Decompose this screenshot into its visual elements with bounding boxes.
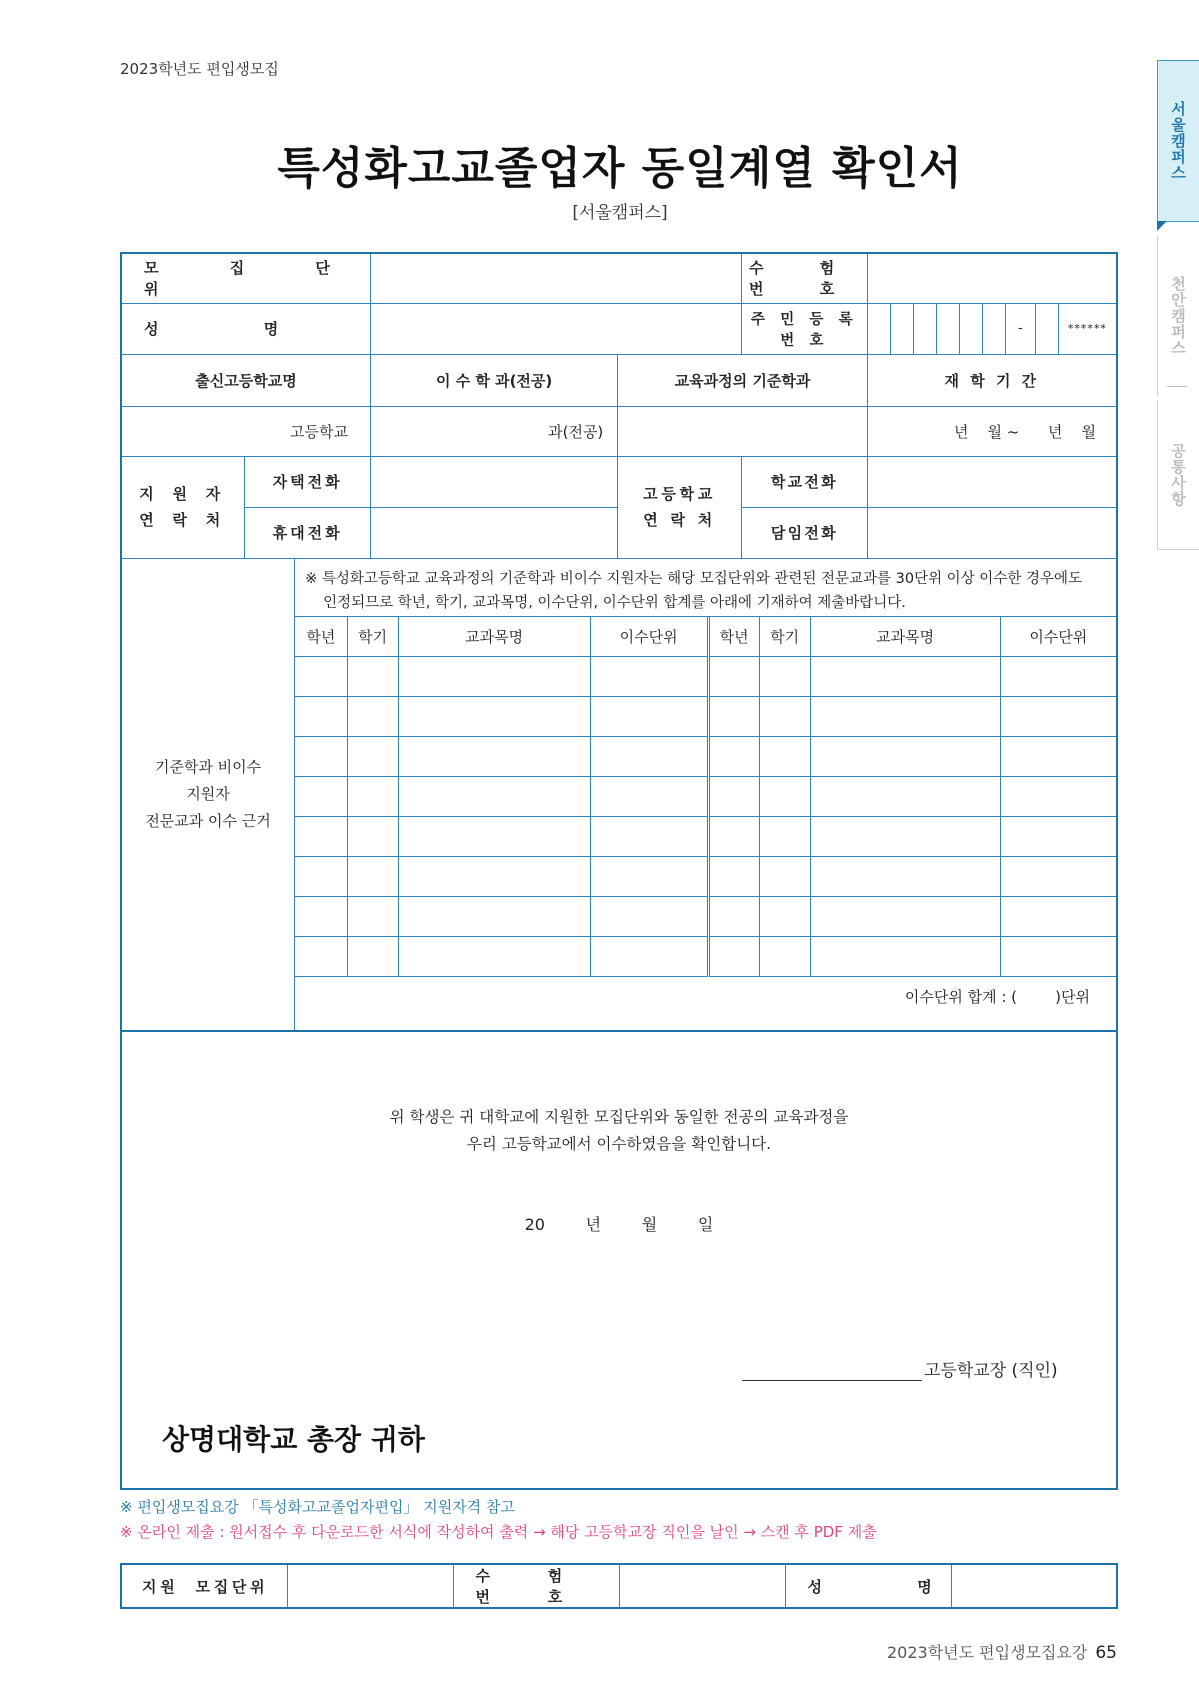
col-grade-2: 학년 [708, 617, 759, 657]
date-line[interactable]: 20 년 월 일 [524, 1215, 714, 1234]
receipt-unit-input[interactable] [287, 1564, 453, 1608]
school-phone-label: 학교전화 [741, 456, 867, 507]
mobile-input[interactable] [370, 507, 617, 558]
col-subject-2: 교과목명 [810, 617, 1000, 657]
exam-no-label: 수 험 번 호 [741, 253, 867, 303]
col-grade-1: 학년 [295, 617, 347, 657]
teacher-phone-input[interactable] [867, 507, 1117, 558]
col-subject-1: 교과목명 [398, 617, 590, 657]
unit-input[interactable] [370, 253, 741, 303]
confirmation-section [121, 1031, 1117, 1489]
rrn-boxes[interactable] [867, 303, 1117, 354]
basis-note: ※ 특성화고등학교 교육과정의 기준학과 비이수 지원자는 해당 모집단위와 관련된 전문교과를 30단위 이상 이수한 경우에도 인정되므로 학년, 학기, 교과목명, 이수단위, 이수단위 합계를 아래에 기재하여 제출바랍니다. [295, 559, 1116, 617]
rrn-label: 주 민 등 록 번 호 [741, 303, 867, 354]
rrn-dash: - [1006, 304, 1036, 354]
mobile-label: 휴대전화 [245, 507, 371, 558]
receipt-name-label: 성 명 [785, 1564, 951, 1608]
course-row[interactable] [295, 737, 1116, 777]
name-input[interactable] [370, 303, 741, 354]
major-input[interactable]: 과(전공) [370, 406, 617, 456]
tab-seoul-campus[interactable]: 서울캠퍼스 [1157, 60, 1199, 222]
addressee: 상명대학교 총장 귀하 [162, 1423, 425, 1456]
col-semester-1: 학기 [347, 617, 398, 657]
unit-label: 모 집 단 위 [121, 253, 370, 303]
receipt-exam-no-label: 수 험 번 호 [453, 1564, 619, 1608]
name-label: 성 명 [121, 303, 370, 354]
teacher-phone-label: 담임전화 [741, 507, 867, 558]
page-number: 65 [1095, 1643, 1117, 1663]
col-units-2: 이수단위 [1000, 617, 1116, 657]
base-dept-input[interactable] [618, 406, 867, 456]
page-subtitle: [서울캠퍼스] [572, 203, 668, 223]
home-phone-label: 자택전화 [245, 456, 371, 507]
period-label: 재 학 기 간 [867, 354, 1117, 406]
course-row[interactable] [295, 817, 1116, 857]
base-dept-label: 교육과정의 기준학과 [618, 354, 867, 406]
page-footer [887, 1640, 1117, 1663]
principal-signature-line[interactable] [742, 1358, 922, 1381]
receipt-name-input[interactable] [951, 1564, 1117, 1608]
footer-label: 2023학년도 편입생모집요강 [886, 1643, 1088, 1662]
confirmation-text: 위 학생은 귀 대학교에 지원한 모집단위와 동일한 전공의 교육과정을 우리 고등학교에서 이수하였음을 확인합니다. [389, 1108, 849, 1153]
school-phone-input[interactable] [867, 456, 1117, 507]
footnote-reference: ※ 편입생모집요강 「특성화고교졸업자편입」 지원자격 참고 [120, 1498, 515, 1516]
basis-section [295, 558, 1117, 1031]
basis-label: 기준학과 비이수 지원자 전문교과 이수 근거 [121, 558, 295, 1031]
footnote-online-submission: ※ 온라인 제출 : 원서접수 후 다운로드한 서식에 작성하여 출력 → 해당 고등학교장 직인을 날인 → 스캔 후 PDF 제출 [120, 1523, 877, 1541]
course-row[interactable] [295, 857, 1116, 897]
col-units-1: 이수단위 [590, 617, 708, 657]
school-name-input[interactable]: 고등학교 [121, 406, 370, 456]
course-row[interactable] [295, 657, 1116, 697]
receipt-exam-no-input[interactable] [619, 1564, 785, 1608]
receipt-strip [120, 1563, 1118, 1609]
col-semester-2: 학기 [759, 617, 810, 657]
tab-cheonan-campus[interactable]: 천안캠퍼스 [1157, 236, 1199, 396]
home-phone-input[interactable] [370, 456, 617, 507]
course-row[interactable] [295, 697, 1116, 737]
principal-label: 고등학교장 (직인) [924, 1361, 1058, 1381]
page-title: 특성화고교졸업자 동일계열 확인서 [277, 143, 963, 194]
exam-no-input[interactable] [867, 253, 1117, 303]
applicant-contact-label: 지 원 자 연 락 처 [121, 456, 245, 558]
course-table [295, 617, 1116, 1017]
rrn-mask: ****** [1067, 322, 1107, 335]
major-label: 이 수 학 과(전공) [370, 354, 617, 406]
tab-common[interactable]: 공통사항 [1157, 400, 1199, 550]
total-units[interactable]: 이수단위 합계 : ( )단위 [295, 977, 1116, 1017]
tab-separator [1167, 386, 1187, 387]
course-row[interactable] [295, 897, 1116, 937]
page-header: 2023학년도 편입생모집 [120, 60, 279, 78]
course-row[interactable] [295, 777, 1116, 817]
receipt-unit-label: 지원 모집단위 [121, 1564, 287, 1608]
school-contact-label: 고등학교 연 락 처 [618, 456, 742, 558]
school-name-label: 출신고등학교명 [121, 354, 370, 406]
confirmation-form [120, 252, 1118, 1490]
period-input[interactable]: 년 월 ~ 년 월 [867, 406, 1117, 456]
course-row[interactable] [295, 937, 1116, 977]
